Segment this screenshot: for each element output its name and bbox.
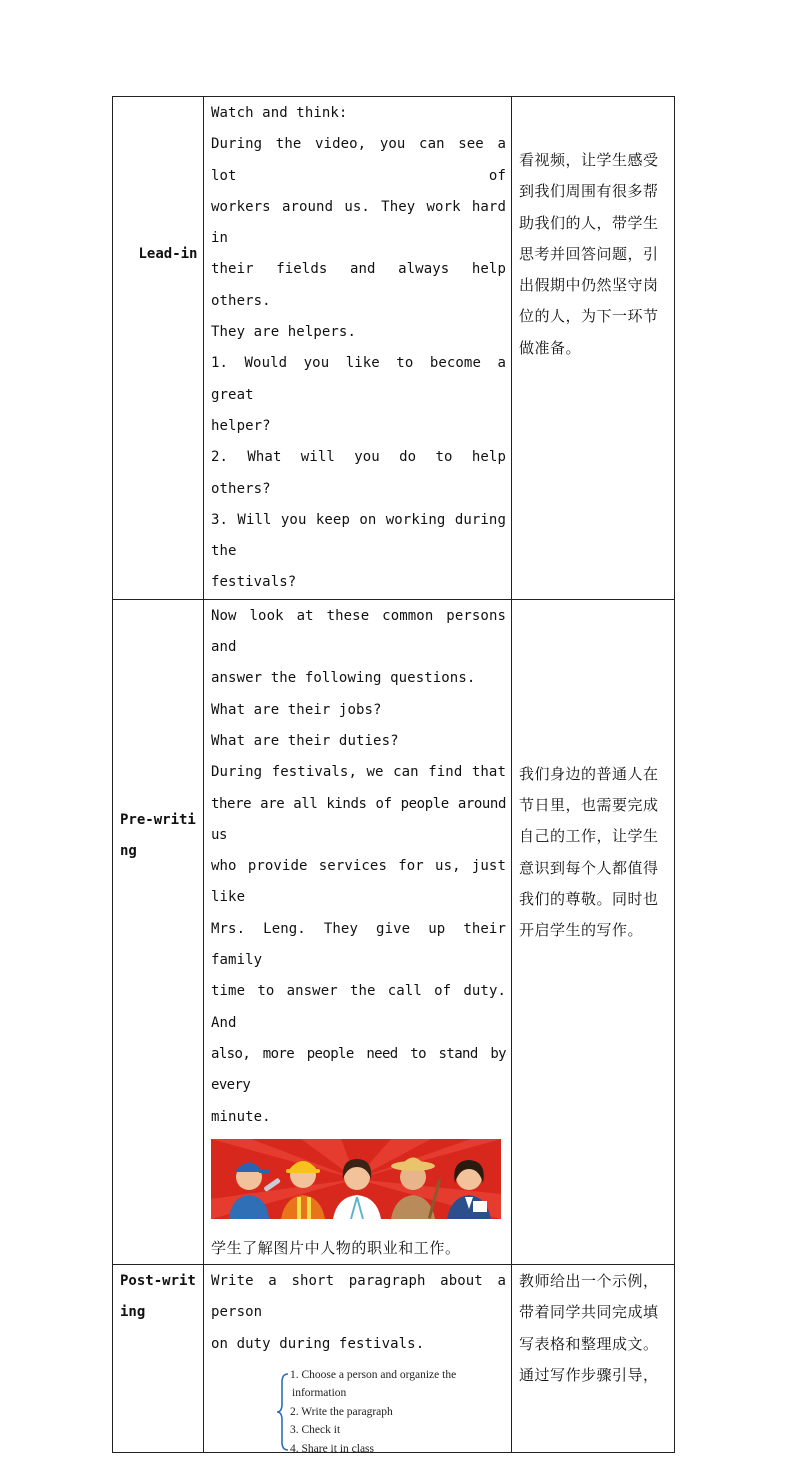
row-pre-writing [113, 599, 675, 1264]
steps-list [290, 1366, 456, 1458]
lesson-plan-table [112, 96, 675, 1453]
content-line: also, more people need to stand by every [211, 1045, 506, 1094]
content-line: there are all kinds of people around us [211, 795, 506, 843]
content-line: workers around us. They work hard in [211, 198, 506, 247]
row-lead-in [113, 97, 675, 600]
image-caption: 学生了解图片中人物的职业和工作。 [211, 1238, 461, 1257]
purpose-line: 思考并回答问题，引 [519, 244, 659, 263]
purpose-line: 我们身边的普通人在 [519, 764, 659, 783]
purpose-line: 意识到每个人都值得 [519, 858, 659, 877]
step-item: 2. Write the paragraph [290, 1405, 393, 1418]
content-line: What are their duties? [211, 732, 399, 749]
content-line: They are helpers. [211, 324, 356, 341]
stage-cell [113, 599, 204, 1264]
step-item: 4. Share it in class [290, 1442, 374, 1455]
content-line: answer the following questions. [211, 670, 476, 687]
content-cell [204, 97, 512, 600]
content-line: Watch and think: [211, 105, 348, 121]
purpose-line: 助我们的人，带学生 [519, 213, 659, 232]
purpose-line: 带着同学共同完成填 [519, 1303, 659, 1322]
row-post-writing [113, 1265, 675, 1453]
purpose-line: 自己的工作，让学生 [519, 827, 659, 846]
curly-brace-icon [276, 1372, 290, 1452]
content-cell [204, 1265, 512, 1453]
purpose-line: 做准备。 [519, 338, 582, 357]
stage-label: Post-writ [120, 1273, 196, 1290]
content-line: What are their jobs? [211, 701, 382, 718]
stage-label: Lead-in [138, 246, 198, 262]
purpose-line: 开启学生的写作。 [519, 921, 644, 940]
purpose-cell [512, 599, 675, 1264]
purpose-line: 到我们周围有很多帮 [519, 182, 659, 201]
purpose-line: 通过写作步骤引导， [519, 1365, 659, 1384]
writing-steps [266, 1366, 511, 1455]
step-item: 1. Choose a person and organize the [290, 1368, 457, 1381]
purpose-cell [512, 97, 675, 600]
content-line: their fields and always help others. [211, 261, 506, 309]
purpose-cell [512, 1265, 675, 1453]
content-line: on duty during festivals. [211, 1335, 425, 1352]
content-line: 3. Will you keep on working during the [211, 511, 506, 560]
purpose-line: 我们的尊敬。同时也 [519, 889, 659, 908]
stage-cell [113, 1265, 204, 1453]
step-item: information [292, 1387, 347, 1400]
stage-label: ing [120, 1304, 146, 1321]
stage-cell [113, 97, 204, 600]
purpose-line: 节日里，也需要完成 [519, 796, 659, 815]
content-line: minute. [211, 1108, 271, 1125]
stage-label: ng [120, 842, 137, 859]
content-line: During festivals, we can find that [211, 764, 506, 781]
content-line: Mrs. Leng. They give up their family [211, 920, 506, 969]
content-line: During the video, you can see a lot of [211, 136, 506, 184]
content-line: Write a short paragraph about a person [211, 1273, 506, 1321]
purpose-line: 写表格和整理成文。 [519, 1334, 659, 1353]
purpose-line: 位的人，为下一环节 [519, 307, 659, 326]
purpose-line: 看视频，让学生感受 [519, 151, 659, 169]
content-cell [204, 599, 512, 1264]
stage-label: Pre-writi [120, 811, 196, 828]
content-line: Now look at these common persons and [211, 607, 506, 656]
content-line: festivals? [211, 574, 297, 591]
helpers-illustration [211, 1139, 501, 1219]
content-line: who provide services for us, just like [211, 858, 506, 906]
step-item: 3. Check it [290, 1424, 341, 1437]
purpose-line: 出假期中仍然坚守岗 [519, 276, 659, 295]
purpose-line: 教师给出一个示例， [519, 1272, 659, 1291]
content-line: helper? [211, 417, 271, 434]
content-line: 2. What will you do to help others? [211, 449, 506, 497]
content-line: time to answer the call of duty. And [211, 983, 506, 1031]
content-line: 1. Would you like to become a great [211, 355, 506, 403]
